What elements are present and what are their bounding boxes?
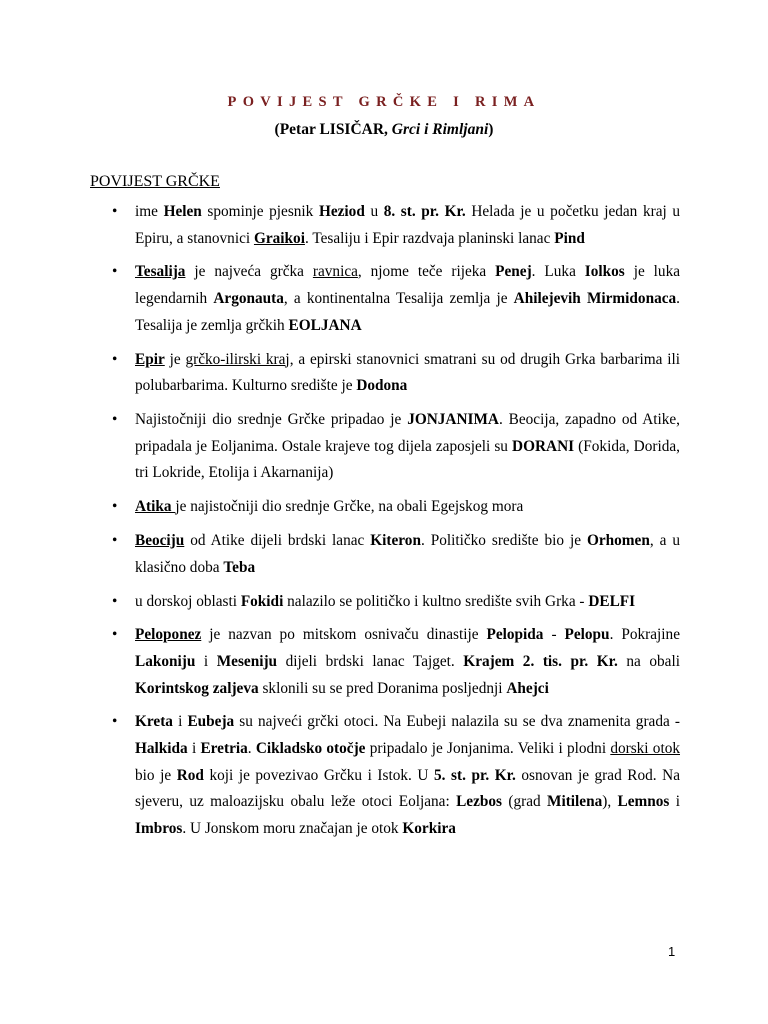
text-run: . Tesalija je zemlja grčkih bbox=[135, 290, 680, 334]
text-run: Peloponez bbox=[135, 626, 202, 644]
text-run: . U Jonskom moru značajan je otok bbox=[182, 819, 403, 837]
text-run: , njome teče rijeka bbox=[357, 263, 496, 281]
text-run: Krajem 2. tis. pr. Kr. bbox=[463, 652, 618, 670]
text-run: . Pokrajine bbox=[609, 626, 680, 644]
text-run: Korintskog zaljeva bbox=[135, 679, 259, 697]
text-run: je luka legendarnih bbox=[135, 263, 681, 308]
list-item bbox=[90, 528, 680, 581]
text-run: dorski otok bbox=[610, 740, 680, 758]
text-run: . bbox=[247, 740, 256, 758]
text-run: Rod bbox=[176, 766, 204, 784]
text-run: (Fokida, Dorida, tri Lokride, Etolija i Akarnanija) bbox=[135, 437, 680, 482]
text-run: Tesalija bbox=[135, 263, 186, 281]
bullet-marker: • bbox=[112, 203, 118, 220]
text-run: Heziod bbox=[318, 203, 365, 220]
text-run: ), bbox=[602, 793, 618, 811]
text-run: , a epirski stanovnici smatrani su od drugih Grka barbarima ili polubarbarima. Kulturno središte je bbox=[135, 350, 680, 395]
text-run: Mitilena bbox=[547, 793, 603, 811]
list-item bbox=[90, 347, 680, 400]
text-run: Imbros bbox=[135, 819, 183, 837]
text-run: (grad bbox=[501, 793, 547, 811]
text-run: Beociju bbox=[135, 532, 185, 550]
text-run: u bbox=[364, 203, 384, 220]
document-title: POVIJEST GRČKE I RIMA bbox=[227, 94, 541, 110]
bullet-marker: • bbox=[112, 532, 118, 550]
list-item bbox=[90, 709, 680, 842]
text-run: . Luka bbox=[531, 263, 585, 281]
text-run: Pind bbox=[554, 229, 585, 247]
text-run: Teba bbox=[223, 558, 256, 576]
bullet-marker: • bbox=[112, 498, 118, 516]
subtitle-close: ) bbox=[488, 121, 494, 138]
text-run: . Tesaliju i Epir razdvaja planinski lanac bbox=[304, 229, 555, 247]
text-run: , a u klasično doba bbox=[135, 532, 680, 576]
text-run: Helen bbox=[163, 203, 202, 220]
document-subtitle bbox=[0, 120, 768, 140]
text-run: Epir bbox=[135, 350, 165, 368]
bullet-marker: • bbox=[112, 263, 118, 281]
list-item bbox=[90, 622, 680, 702]
text-run: spominje pjesnik bbox=[201, 203, 319, 220]
text-run: Eubeja bbox=[187, 713, 235, 731]
text-run: Dodona bbox=[356, 377, 408, 395]
bullet-marker: • bbox=[112, 713, 118, 731]
text-run: grčko-ilirski kraj bbox=[185, 350, 290, 368]
text-run: i bbox=[187, 740, 201, 758]
text-run: . Političko središte bio je bbox=[420, 532, 587, 550]
text-run: dijeli brdski lanac Tajget. bbox=[277, 652, 464, 670]
text-run: na obali bbox=[617, 652, 680, 670]
text-run: koji je povezivao Grčku i Istok. U bbox=[203, 766, 434, 784]
text-run: Ahilejevih Mirmidonaca bbox=[513, 290, 677, 308]
text-run: Korkira bbox=[402, 819, 456, 837]
bullet-marker: • bbox=[112, 350, 118, 368]
text-run: Helada je u početku jedan kraj u Epiru, a stanovnici bbox=[135, 203, 680, 247]
text-run: i bbox=[669, 793, 680, 811]
text-run: je najveća grčka bbox=[185, 263, 313, 281]
text-run: nalazilo se političko i kultno središte svih Grka - bbox=[283, 592, 589, 610]
text-run: Pelopu bbox=[564, 626, 610, 644]
text-run: EOLJANA bbox=[288, 316, 362, 334]
bullet-list bbox=[90, 199, 680, 850]
text-run: 5. st. pr. Kr. bbox=[434, 766, 516, 784]
text-run: - bbox=[543, 626, 565, 644]
bullet-marker: • bbox=[112, 626, 118, 644]
text-run: Meseniju bbox=[216, 652, 278, 670]
text-run: od Atike dijeli brdski lanac bbox=[184, 532, 371, 550]
text-run: Fokidi bbox=[240, 592, 284, 610]
text-run: , a kontinentalna Tesalija zemlja je bbox=[283, 290, 514, 308]
text-run: je najistočniji dio srednje Grčke, na obali Egejskog mora bbox=[175, 498, 524, 516]
text-run: Ahejci bbox=[506, 679, 549, 697]
text-run: je nazvan po mitskom osnivaču dinastije bbox=[201, 626, 487, 644]
text-run: ime bbox=[135, 203, 164, 220]
text-run: Lemnos bbox=[617, 793, 670, 811]
text-run: pripadalo je Jonjanima. Veliki i plodni bbox=[365, 740, 611, 758]
section-heading: POVIJEST GRČKE bbox=[90, 173, 220, 190]
text-run: Lezbos bbox=[456, 793, 502, 811]
text-run: . Beocija, zapadno od Atike, pripadala je Eoljanima. Ostale krajeve tog dijela zaposjeli su bbox=[135, 411, 681, 455]
text-run: u dorskoj oblasti bbox=[135, 592, 241, 610]
text-run: su najveći grčki otoci. Na Eubeji nalazila su se dva znamenita grada - bbox=[234, 713, 680, 731]
text-run: Eretria bbox=[200, 740, 248, 758]
list-item bbox=[90, 407, 680, 487]
list-item bbox=[90, 259, 680, 339]
page-number: 1 bbox=[668, 944, 676, 959]
text-run: 8. st. pr. Kr. bbox=[383, 203, 466, 220]
text-run: ravnica bbox=[312, 263, 358, 281]
text-run: Iolkos bbox=[584, 263, 625, 281]
text-run: Cikladsko otočje bbox=[255, 740, 366, 758]
text-run: Penej bbox=[495, 263, 532, 281]
bullet-marker: • bbox=[112, 411, 118, 429]
text-run: Graikoi bbox=[253, 229, 305, 247]
text-run: sklonili su se pred Doranima posljednji bbox=[258, 679, 507, 697]
text-run: je bbox=[164, 350, 186, 368]
list-item bbox=[90, 589, 680, 616]
text-run: Kreta bbox=[135, 713, 173, 731]
text-run: bio je bbox=[135, 766, 177, 784]
text-run: Lakoniju bbox=[135, 652, 196, 670]
text-run: Argonauta bbox=[213, 290, 284, 308]
text-run: Halkida bbox=[135, 740, 188, 758]
text-run: Atika bbox=[135, 498, 176, 516]
subtitle-author: (Petar LISIČAR, bbox=[274, 121, 392, 138]
text-run: DORANI bbox=[512, 437, 575, 455]
bullet-marker: • bbox=[112, 592, 118, 610]
text-run: i bbox=[172, 713, 188, 731]
text-run: Orhomen bbox=[586, 532, 650, 550]
list-item bbox=[90, 199, 680, 252]
text-run: osnovan je grad Rod. Na sjeveru, uz maloazijsku obalu leže otoci Eoljana: bbox=[135, 766, 680, 811]
text-run: Najistočniji dio srednje Grčke pripadao je bbox=[135, 411, 408, 429]
subtitle-book-title: Grci i Rimljani bbox=[391, 121, 489, 138]
text-run: Kiteron bbox=[370, 532, 421, 550]
text-run: i bbox=[195, 652, 217, 670]
text-run: Pelopida bbox=[486, 626, 544, 644]
text-run: JONJANIMA bbox=[407, 411, 499, 429]
text-run: DELFI bbox=[588, 592, 636, 610]
list-item bbox=[90, 494, 680, 521]
